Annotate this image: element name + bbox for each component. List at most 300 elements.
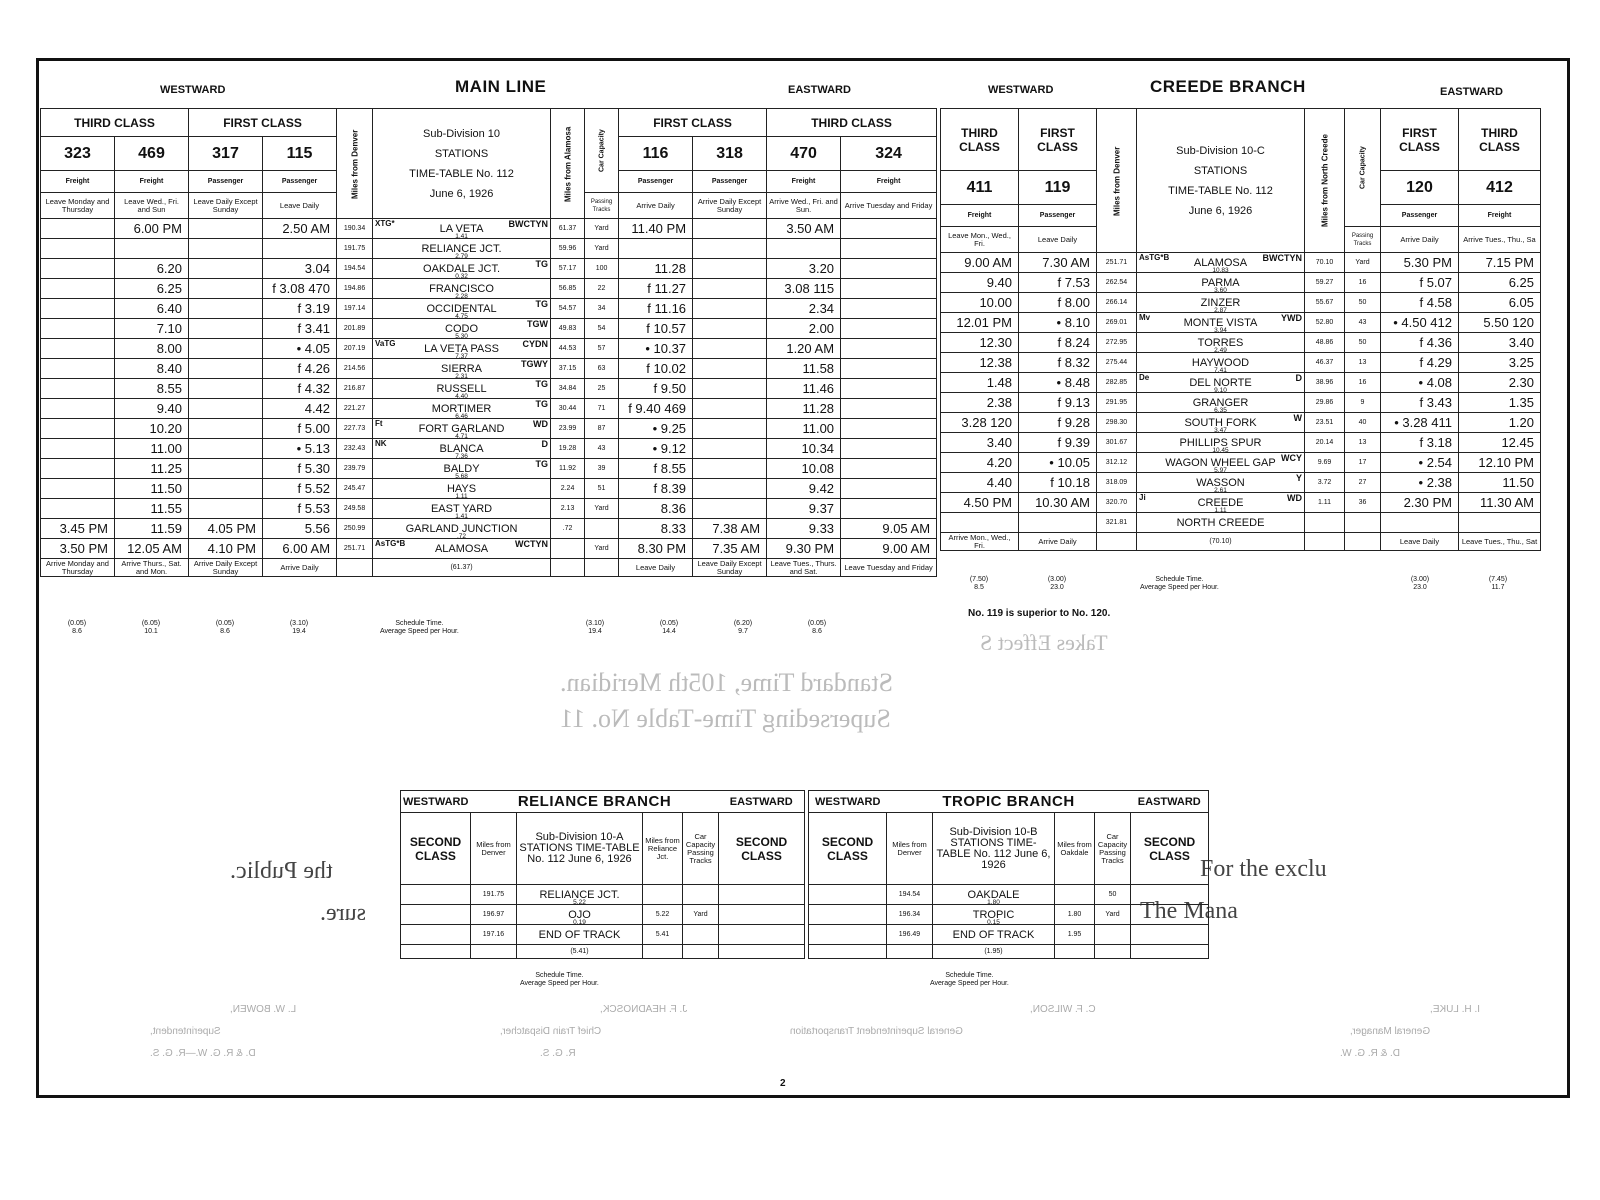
creede-e-foot-note: Leave Tues., Thu., Sat [1459,533,1541,551]
creede-foot-blank [1345,533,1381,551]
main-miles-denver: 221.27 [337,399,373,419]
creede-e-time: 12.10 PM [1459,453,1541,473]
main-station-cell [373,239,551,259]
main-e-time [693,439,767,459]
main-miles-alamosa: 2.24 [551,479,585,499]
creede-station-name: WASSON [1196,476,1245,489]
sig-left-rr: D. & R. G. W.—R. G. S. [150,1048,256,1059]
main-w-time [41,499,115,519]
main-station-distance: 7.37 [455,353,468,359]
main-e-sched-time: (6.20) [733,620,753,627]
main-table-row [41,259,937,279]
main-e-sched-time: (3.10) [585,620,605,627]
main-miles-alamosa: 34.84 [551,379,585,399]
creede-w-train-no: 119 [1019,171,1097,205]
main-table-row [41,459,937,479]
main-station-distance: 0.32 [455,273,468,279]
main-sched-label: Schedule Time. [395,620,444,627]
creede-miles-from: 20.14 [1305,433,1345,453]
main-w-sched-speed: 8.6 [72,628,82,635]
creede-w-time [1019,513,1097,533]
tropic-sched-label: Schedule Time. [945,972,994,979]
creede-table-row [941,253,1541,273]
main-station-header [373,109,551,219]
main-e-time [693,299,767,319]
creede-station-distance: 9.10 [1214,387,1227,393]
reliance-w-blank [401,885,471,905]
sig-mid-title-2: General Superintendent Transportation [790,1026,963,1037]
main-w-time [189,479,263,499]
main-miles-alamosa [551,539,585,559]
main-w-time: 10.20 [115,419,189,439]
main-e-time [841,319,937,339]
main-e-time [693,479,767,499]
main-w-time: 6.00 AM [263,539,337,559]
tropic-car-capacity [1095,925,1131,945]
creede-w-class-1: FIRST CLASS [1019,109,1097,171]
main-w-time [189,379,263,399]
creede-table-row [941,273,1541,293]
main-e-train-note: Arrive Daily Except Sunday [693,193,767,219]
creede-miles-denver: 312.12 [1097,453,1137,473]
main-station-name: OAKDALE JCT. [423,262,501,275]
main-w-train-no: 317 [189,137,263,171]
reliance-w-blank [401,905,471,925]
creede-station-codes: YWD [1281,313,1302,323]
main-w-time [189,419,263,439]
creede-title: CREEDE BRANCH [1150,77,1306,96]
creede-w-time: 9.00 AM [941,253,1019,273]
main-miles-alamosa: 11.92 [551,459,585,479]
main-e-time: f 10.57 [619,319,693,339]
main-station-name: RELIANCE JCT. [421,242,502,255]
main-station-distance: 4.40 [455,393,468,399]
main-e-time: f 9.40 469 [619,399,693,419]
main-w-time [189,279,263,299]
main-miles-alamosa: 57.17 [551,259,585,279]
creede-e-train-kind: Freight [1459,205,1541,227]
creede-table-row [941,433,1541,453]
main-miles-denver-header: Miles from Denver [337,109,373,219]
main-w-time: 4.42 [263,399,337,419]
main-station-distance: 4.71 [455,433,468,439]
main-station-cell [373,539,551,559]
main-w-time: 6.40 [115,299,189,319]
tropic-station-name: END OF TRACK [952,928,1035,941]
main-w-time: 8.40 [115,359,189,379]
creede-w-class-0: THIRD CLASS [941,109,1019,171]
main-car-capacity: 39 [585,459,619,479]
main-table-row [41,479,937,499]
creede-station-distance: 2.87 [1214,307,1227,313]
main-passing-tracks-header: Passing Tracks [585,193,619,219]
creede-miles-from: 23.51 [1305,413,1345,433]
creede-miles-from: 52.80 [1305,313,1345,333]
creede-w-train-note: Leave Mon., Wed., Fri. [941,227,1019,253]
main-w-train-note: Leave Wed., Fri. and Sun [115,193,189,219]
creede-station-name: PHILLIPS SPUR [1179,436,1262,449]
creede-e-sched-time: (7.45) [1488,576,1508,583]
creede-sched-label: Schedule Time. [1155,576,1204,583]
creede-station-codes: WCY [1281,453,1302,463]
main-e-time: 9.33 [767,519,841,539]
creede-w-time: f 8.24 [1019,333,1097,353]
main-e-time [693,399,767,419]
main-e-train-kind: Passenger [693,171,767,193]
main-station-name: LA VETA PASS [424,342,499,355]
main-w-time [189,499,263,519]
main-miles-denver: 227.73 [337,419,373,439]
creede-miles-denver: 321.81 [1097,513,1137,533]
creede-e-time: • 2.54 [1381,453,1459,473]
tropic-station-cell [933,925,1055,945]
reliance-miles-from: Miles from Reliance Jct. [643,813,683,885]
creede-e-time: 1.20 [1459,413,1541,433]
creede-w-time: 10.00 [941,293,1019,313]
reliance-capacity [683,813,719,885]
creede-w-time: 4.20 [941,453,1019,473]
creede-table-row [941,473,1541,493]
tropic-e-blank [1131,905,1209,925]
creede-w-time: 10.30 AM [1019,493,1097,513]
main-miles-alamosa-header: Miles from Alamosa [551,109,585,219]
main-e-train-no: 470 [767,137,841,171]
tropic-second-class-w: SECOND CLASS [809,813,887,885]
main-e-time: 11.40 PM [619,219,693,239]
main-e-sched-time: (0.05) [659,620,679,627]
creede-table-row [941,513,1541,533]
main-subdivision: Sub-Division 10 [423,127,501,140]
main-e-time: f 11.27 [619,279,693,299]
creede-miles-from: 70.10 [1305,253,1345,273]
creede-car-capacity: 17 [1345,453,1381,473]
creede-station-name: MONTE VISTA [1183,316,1258,329]
tropic-table-row [809,925,1209,945]
main-e-train-no: 116 [619,137,693,171]
main-first-class-e: FIRST CLASS [619,109,767,137]
creede-station-cell [1137,513,1305,533]
creede-station-name: SOUTH FORK [1184,416,1257,429]
reliance-table-row [401,885,805,905]
main-station-codes: TG [535,299,549,309]
main-car-capacity: Yard [585,219,619,239]
reliance-table-row [401,925,805,945]
creede-timetable-no: TIME-TABLE No. 112 [1168,184,1273,197]
main-e-sched-speed: 8.6 [812,628,822,635]
main-station-name: SIERRA [441,362,483,375]
creede-miles-from: 9.69 [1305,453,1345,473]
creede-speed-label: Average Speed per Hour. [1140,584,1219,591]
main-car-capacity [585,519,619,539]
creede-schedule-row [940,576,1540,606]
reliance-miles-denver: Miles from Denver [471,813,517,885]
tropic-e-blank [1131,885,1209,905]
tropic-station-distance: 1.80 [987,899,1000,905]
main-w-foot-note: Arrive Thurs., Sat. and Mon. [115,559,189,577]
creede-e-train-note: Arrive Tues., Thu., Sa [1459,227,1541,253]
main-w-time [189,359,263,379]
main-w-time: 6.20 [115,259,189,279]
main-e-time [767,239,841,259]
creede-e-time: 7.15 PM [1459,253,1541,273]
creede-station-distance: 1.11 [1214,507,1227,513]
main-station-codes: TG [535,259,549,269]
main-foot-blank [585,559,619,577]
main-w-foot-note: Arrive Monday and Thursday [41,559,115,577]
creede-miles-denver: 251.71 [1097,253,1137,273]
sig-right-rr: D. & R. G. W. [1340,1048,1401,1059]
creede-e-foot-note: Leave Daily [1381,533,1459,551]
main-station-name: BALDY [443,462,480,475]
tropic-miles-denver: Miles from Denver [887,813,933,885]
main-e-sched-speed: 19.4 [588,628,602,635]
main-e-time: 3.50 AM [767,219,841,239]
main-e-time [693,319,767,339]
creede-station-name: GRANGER [1192,396,1249,409]
main-e-foot-note: Leave Tues., Thurs. and Sat. [767,559,841,577]
main-e-time: 10.34 [767,439,841,459]
tropic-w-blank [809,905,887,925]
tropic-total: (1.95) [933,945,1055,959]
main-miles-denver: 249.58 [337,499,373,519]
creede-w-time: f 9.28 [1019,413,1097,433]
creede-w-time: f 9.13 [1019,393,1097,413]
creede-station-cell [1137,253,1305,273]
sig-mid-rr: R. G. S. [540,1048,576,1059]
creede-e-time: 3.25 [1459,353,1541,373]
main-car-capacity: 25 [585,379,619,399]
sig-mid-title-1: Chief Train Dispatcher, [500,1026,602,1037]
creede-miles-denver: 318.09 [1097,473,1137,493]
creede-stations-label: STATIONS [1193,164,1248,177]
main-car-capacity: 87 [585,419,619,439]
creede-superior-note: No. 119 is superior to No. 120. [968,608,1111,619]
tropic-station-cell [933,905,1055,925]
main-e-time: 2.34 [767,299,841,319]
creede-miles-from-header: Miles from North Creede [1305,109,1345,253]
reliance-second-class-w: SECOND CLASS [401,813,471,885]
main-w-time: f 5.53 [263,499,337,519]
main-w-time: f 3.41 [263,319,337,339]
creede-station-name: WAGON WHEEL GAP [1165,456,1276,469]
creede-station-cell [1137,333,1305,353]
creede-car-capacity: 16 [1345,273,1381,293]
creede-w-time: f 10.18 [1019,473,1097,493]
creede-w-train-kind: Freight [941,205,1019,227]
creede-car-capacity: 50 [1345,293,1381,313]
main-w-time [41,279,115,299]
main-w-train-note: Leave Daily [263,193,337,219]
creede-header [940,64,1540,109]
ghost-standard-time: Standard Time, 105th Meridian. [560,668,893,697]
main-w-sched-speed: 8.6 [220,628,230,635]
main-e-time: 11.46 [767,379,841,399]
main-w-time: 11.50 [115,479,189,499]
main-e-time [841,279,937,299]
creede-station-cell [1137,373,1305,393]
main-miles-denver: 214.56 [337,359,373,379]
main-w-time: 11.25 [115,459,189,479]
main-e-time: 10.08 [767,459,841,479]
creede-w-schedule [1018,576,1096,592]
main-miles-denver: 251.71 [337,539,373,559]
main-e-time: 9.42 [767,479,841,499]
main-table-row [41,299,937,319]
main-car-capacity: Yard [585,539,619,559]
tropic-capacity [1095,813,1131,885]
creede-station-distance: 10.83 [1212,267,1229,273]
main-station-prefix: XTG* [375,219,395,228]
main-e-train-kind: Passenger [619,171,693,193]
main-miles-denver: 197.14 [337,299,373,319]
main-w-time [41,239,115,259]
main-station-codes: WD [533,419,549,429]
main-e-time [693,499,767,519]
main-miles-alamosa: 61.37 [551,219,585,239]
tropic-miles-from: 1.95 [1055,925,1095,945]
main-w-train-no: 115 [263,137,337,171]
creede-e-time: f 3.18 [1381,433,1459,453]
creede-e-train-no: 120 [1381,171,1459,205]
main-miles-denver: 194.86 [337,279,373,299]
reliance-e-blank [719,885,805,905]
creede-w-time [941,513,1019,533]
main-station-prefix: NK [375,439,387,448]
main-station-cell [373,459,551,479]
main-car-capacity-header: Car Capacity [585,109,619,193]
main-w-time: 3.45 PM [41,519,115,539]
reliance-second-class-e: SECOND CLASS [719,813,805,885]
main-e-time: 8.36 [619,499,693,519]
creede-station-distance: 6.35 [1214,407,1227,413]
tropic-car-capacity: 50 [1095,885,1131,905]
reliance-table-row [401,905,805,925]
tropic-car-capacity: Car Capacity [1097,831,1128,849]
creede-table-row [941,413,1541,433]
creede-w-time: 12.38 [941,353,1019,373]
creede-car-capacity: 43 [1345,313,1381,333]
sig-left-name: L. W. BOWEN, [230,1004,297,1015]
main-e-schedule [558,620,632,636]
main-e-schedule [706,620,780,636]
main-w-time [115,239,189,259]
main-e-foot-note: Leave Daily Except Sunday [693,559,767,577]
main-w-time [41,439,115,459]
main-foot-blank [337,559,373,577]
main-station-distance: 2.28 [455,293,468,299]
main-w-time [189,339,263,359]
reliance-station-cell [517,905,643,925]
main-w-time [41,339,115,359]
reliance-schedule-note [520,972,599,988]
main-e-train-note: Arrive Daily [619,193,693,219]
creede-date: June 6, 1926 [1188,204,1253,217]
main-station-distance: 4.75 [455,313,468,319]
creede-station-prefix: Mv [1139,313,1151,322]
main-station-codes: TGW [527,319,549,329]
creede-station-prefix: De [1139,373,1150,382]
creede-w-train-note: Leave Daily [1019,227,1097,253]
main-car-capacity: 57 [585,339,619,359]
creede-car-capacity: 13 [1345,433,1381,453]
main-w-time: 4.10 PM [189,539,263,559]
main-station-codes: TG [535,459,549,469]
main-w-sched-speed: 19.4 [292,628,306,635]
main-station-name: EAST YARD [430,502,493,515]
creede-miles-from: 29.86 [1305,393,1345,413]
main-first-class-w: FIRST CLASS [189,109,337,137]
creede-e-time: 2.30 [1459,373,1541,393]
creede-station-distance: 10.45 [1212,447,1229,453]
main-car-capacity: 100 [585,259,619,279]
creede-e-time [1381,513,1459,533]
creede-e-time: f 3.43 [1381,393,1459,413]
tropic-eastward: EASTWARD [1131,791,1209,813]
main-e-time [841,219,937,239]
tropic-title: TROPIC BRANCH [887,791,1131,813]
main-w-train-kind: Passenger [189,171,263,193]
main-e-time: f 8.39 [619,479,693,499]
ghost-superseding: Superseding Time-Table No. 11 [560,704,891,733]
main-w-time [189,439,263,459]
creede-station-cell [1137,293,1305,313]
main-e-time: 11.28 [619,259,693,279]
reliance-station-distance: 5.22 [573,899,586,905]
main-miles-denver: 239.79 [337,459,373,479]
main-w-time: 6.00 PM [115,219,189,239]
reliance-car-capacity: Car Capacity [685,831,716,849]
tropic-table-row [809,905,1209,925]
main-e-train-kind: Freight [767,171,841,193]
page-number: 2 [780,1078,786,1089]
creede-e-time: 6.25 [1459,273,1541,293]
main-table-row [41,339,937,359]
main-w-time [41,479,115,499]
creede-w-sched-speed: 8.5 [974,584,984,591]
creede-miles-from [1305,513,1345,533]
main-station-distance: 5.68 [455,473,468,479]
creede-station-name: ZINZER [1200,296,1241,309]
creede-car-capacity-header: Car Capacity [1345,109,1381,227]
creede-station-name: PARMA [1201,276,1240,289]
creede-e-time: f 5.07 [1381,273,1459,293]
main-miles-alamosa: 56.85 [551,279,585,299]
main-line-header [40,64,936,109]
main-station-name: FORT GARLAND [418,422,505,435]
main-w-time [189,319,263,339]
main-w-sched-speed: 10.1 [144,628,158,635]
main-w-time: 7.10 [115,319,189,339]
main-station-cell [373,319,551,339]
creede-miles-denver-header: Miles from Denver [1097,109,1137,253]
main-e-foot-note: Leave Daily [619,559,693,577]
reliance-title: RELIANCE BRANCH [471,791,719,813]
main-speed-label: Average Speed per Hour. [380,628,459,635]
main-car-capacity: 43 [585,439,619,459]
main-miles-alamosa: 59.96 [551,239,585,259]
main-car-capacity: 22 [585,279,619,299]
reliance-westward: WESTWARD [401,791,471,813]
creede-e-class-0: FIRST CLASS [1381,109,1459,171]
creede-foot-blank [1097,533,1137,551]
reliance-passing-tracks: Passing Tracks [687,847,714,865]
creede-miles-from: 48.86 [1305,333,1345,353]
main-w-foot-note: Arrive Daily [263,559,337,577]
creede-station-codes: Y [1295,473,1302,483]
main-w-time [41,379,115,399]
reliance-eastward: EASTWARD [719,791,805,813]
main-e-time: • 9.12 [619,439,693,459]
